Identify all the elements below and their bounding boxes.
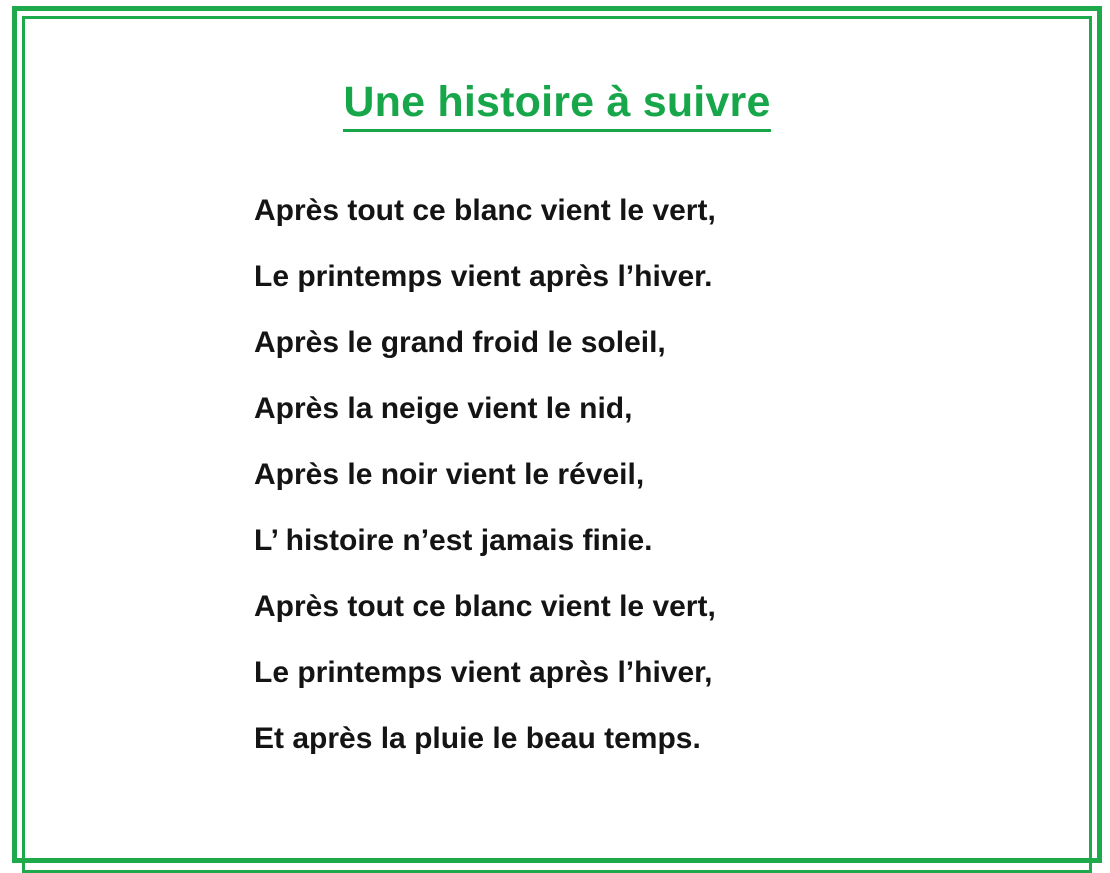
- poem-body: [254, 196, 1074, 754]
- page-title: [40, 78, 1074, 132]
- poem-line: Après le grand froid le soleil,: [254, 326, 666, 359]
- poem-line: L’ histoire n’est jamais finie.: [254, 524, 653, 557]
- page-title-text: Une histoire à suivre: [343, 78, 770, 132]
- poem-line: Et après la pluie le beau temps.: [254, 722, 701, 755]
- poem-line: Après le noir vient le réveil,: [254, 458, 645, 491]
- poem-line: Après tout ce blanc vient le vert,: [254, 590, 716, 623]
- poem-line: Après tout ce blanc vient le vert,: [254, 194, 716, 227]
- poem-line: Le printemps vient après l’hiver,: [254, 656, 713, 689]
- poem-line: Le printemps vient après l’hiver.: [254, 260, 713, 293]
- poem-line: Après la neige vient le nid,: [254, 392, 633, 425]
- document-content: [40, 30, 1074, 853]
